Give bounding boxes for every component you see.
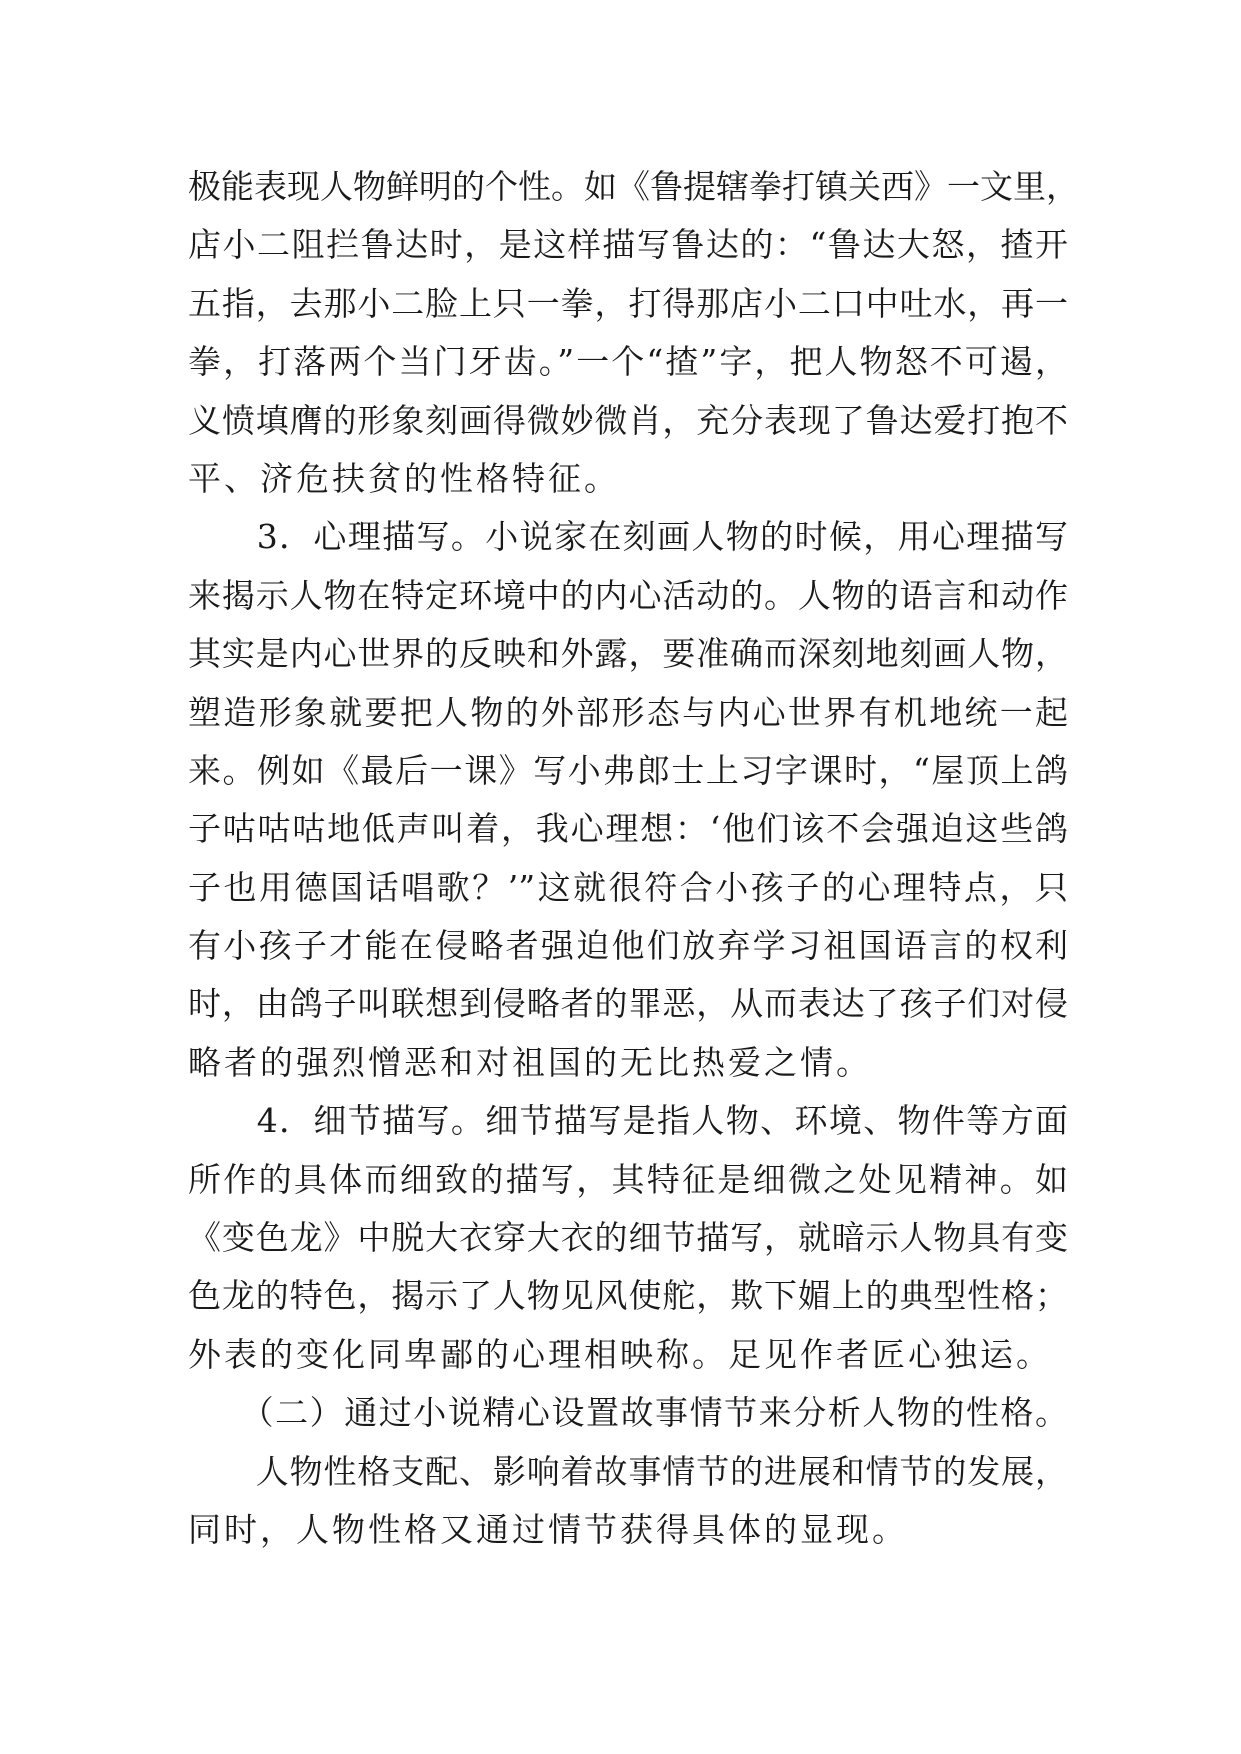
text-line: 时，由鸽子叫联想到侵略者的罪恶，从而表达了孩子们对侵	[188, 984, 1068, 1024]
text-line: 色龙的特色，揭示了人物见风使舵，欺下媚上的典型性格；	[188, 1276, 1068, 1316]
text-line: 平、济危扶贫的性格特征。	[188, 458, 620, 498]
body-text	[188, 158, 1079, 1559]
text-line: 略者的强烈憎恶和对祖国的无比热爱之情。	[188, 1042, 872, 1082]
text-line: 外表的变化同卑鄙的心理相映称。足见作者匠心独运。	[188, 1334, 1052, 1374]
text-line: 子也用德国话唱歌？’”这就很符合小孩子的心理特点，只	[188, 867, 1068, 907]
text-line: 义愤填膺的形象刻画得微妙微肖，充分表现了鲁达爱打抱不	[188, 400, 1068, 440]
text-line: 4．细节描写。细节描写是指人物、环境、物件等方面	[188, 1101, 1068, 1141]
text-line: 来。例如《最后一课》写小弗郎士上习字课时，“屋顶上鸽	[188, 750, 1068, 790]
text-line: 《变色龙》中脱大衣穿大衣的细节描写，就暗示人物具有变	[188, 1218, 1068, 1258]
text-line: 五指，去那小二脸上只一拳，打得那店小二口中吐水，再一	[188, 283, 1068, 323]
text-line: （二）通过小说精心设置故事情节来分析人物的性格。	[188, 1393, 1068, 1433]
text-line: 塑造形象就要把人物的外部形态与内心世界有机地统一起	[188, 692, 1068, 732]
text-line: 来揭示人物在特定环境中的内心活动的。人物的语言和动作	[188, 575, 1068, 615]
text-line: 所作的具体而细致的描写，其特征是细微之处见精神。如	[188, 1159, 1068, 1199]
text-line: 拳，打落两个当门牙齿。”一个“揸”字，把人物怒不可遏，	[188, 342, 1068, 382]
text-line: 子咕咕咕地低声叫着，我心理想：‘他们该不会强迫这些鸽	[188, 809, 1068, 849]
text-line: 人物性格支配、影响着故事情节的进展和情节的发展，	[188, 1451, 1068, 1491]
text-line: 店小二阻拦鲁达时，是这样描写鲁达的：“鲁达大怒，揸开	[188, 225, 1068, 265]
text-line: 3．心理描写。小说家在刻画人物的时候，用心理描写	[188, 517, 1068, 557]
text-line: 有小孩子才能在侵略者强迫他们放弃学习祖国语言的权利	[188, 926, 1068, 966]
text-line: 其实是内心世界的反映和外露，要准确而深刻地刻画人物，	[188, 634, 1068, 674]
text-line: 同时，人物性格又通过情节获得具体的显现。	[188, 1509, 908, 1549]
text-line: 极能表现人物鲜明的个性。如《鲁提辖拳打镇关西》一文里，	[188, 167, 1079, 206]
